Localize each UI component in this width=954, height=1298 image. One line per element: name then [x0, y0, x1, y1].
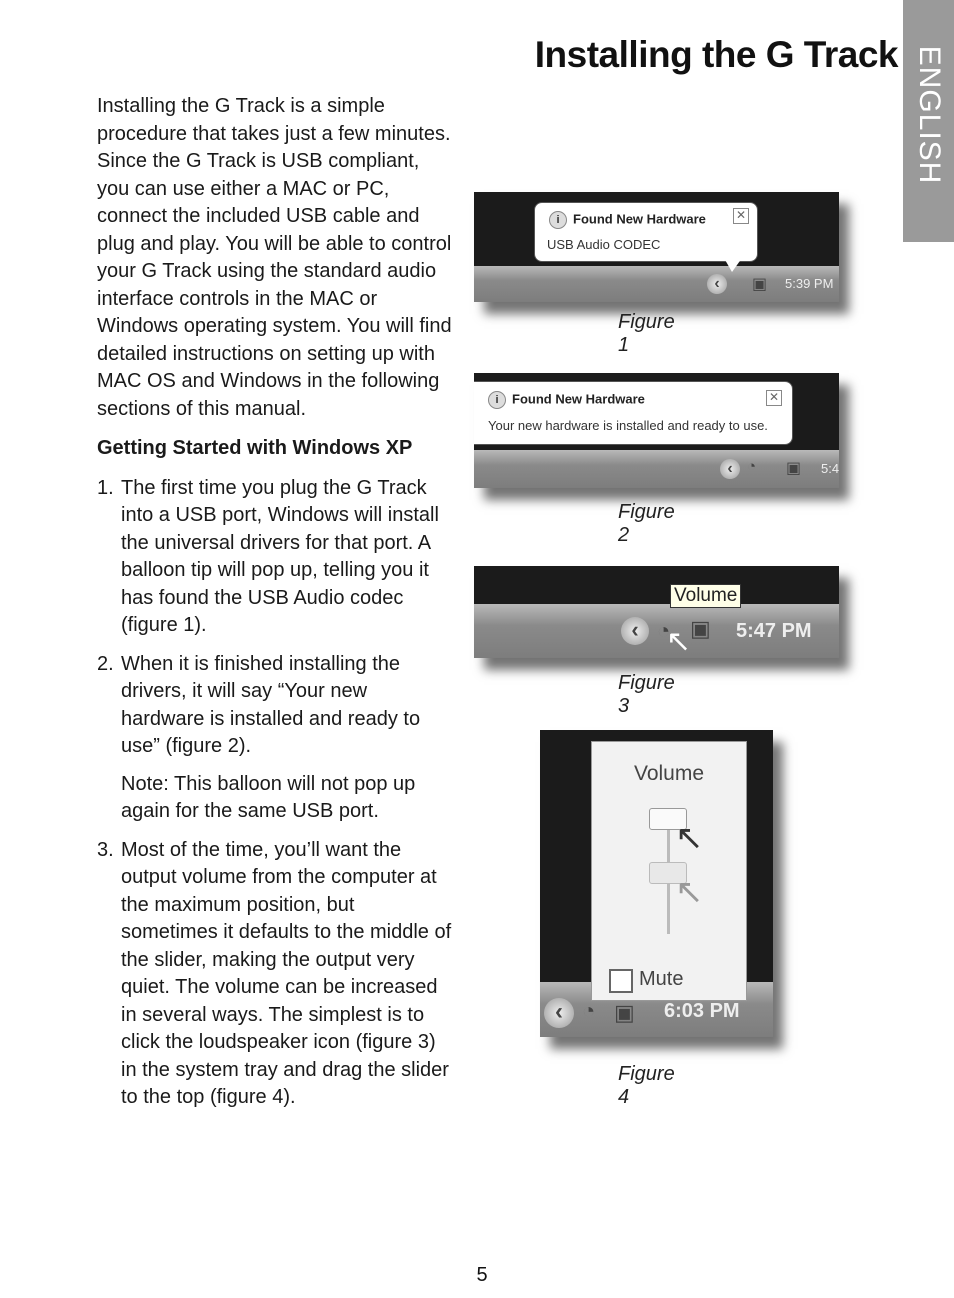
clock[interactable]: 5:47 PM	[736, 620, 812, 642]
close-icon[interactable]: ✕	[766, 390, 782, 406]
page-title: Installing the G Track	[534, 34, 898, 75]
clock[interactable]: 6:03 PM	[664, 1000, 740, 1022]
cursor-icon: ↖	[675, 819, 704, 857]
balloon-text: USB Audio CODEC	[547, 237, 661, 252]
balloon-text: Your new hardware is installed and ready to use.	[488, 418, 768, 433]
info-icon: i	[549, 211, 567, 229]
figure-3-screenshot	[474, 566, 839, 658]
clock[interactable]: 5:4	[821, 461, 839, 476]
network-icon[interactable]: ▣	[690, 616, 711, 641]
language-tab	[903, 0, 954, 242]
figure-1-screenshot	[474, 192, 839, 302]
list-item	[97, 837, 455, 1112]
steps-list	[97, 475, 455, 1112]
step-text: Most of the time, you’ll want the output volume from the computer at the maximum position, but sometimes it defaults to the middle of the slider, making the output very quiet. The volume can be increased in several ways. The simplest is to click the loudspeaker icon (figure 3) in the system tray and drag the slider to the top (figure 4).	[121, 838, 452, 1108]
mute-checkbox[interactable]	[609, 969, 633, 993]
speaker-icon[interactable]: ◔	[747, 458, 757, 475]
figure-4-caption: Figure 4	[618, 1063, 675, 1108]
speaker-icon[interactable]: ◔	[582, 998, 596, 1023]
close-icon[interactable]: ✕	[733, 208, 749, 224]
taskbar	[474, 450, 839, 488]
language-tab-label: ENGLISH	[912, 45, 946, 185]
network-icon[interactable]: ▣	[614, 1000, 635, 1025]
volume-panel-title: Volume	[633, 762, 705, 785]
step-note: Note: This balloon will not pop up again for the same USB port.	[121, 772, 416, 822]
figure-1-caption: Figure 1	[618, 311, 675, 356]
figure-2-screenshot	[474, 373, 839, 488]
info-icon: i	[488, 391, 506, 409]
chevron-left-icon[interactable]: ‹	[544, 998, 574, 1028]
cursor-icon: ↖	[666, 625, 692, 658]
list-item	[97, 651, 455, 826]
section-heading: Getting Started with Windows XP	[97, 437, 413, 459]
chevron-left-icon[interactable]: ‹	[720, 459, 740, 479]
step-number: 3.	[97, 838, 114, 861]
step-text: The first time you plug the G Track into a USB port, Windows will install the universal drivers for that port. A balloon tip will pop up, telling you it has found the USB Audio codec (figure 1).	[121, 476, 439, 636]
speaker-icon[interactable]: ◔	[657, 618, 671, 643]
network-icon[interactable]: ▣	[752, 276, 768, 293]
balloon-title: Found New Hardware	[512, 391, 645, 407]
volume-panel	[591, 741, 747, 1001]
chevron-left-icon[interactable]: ‹	[621, 617, 649, 645]
chevron-left-icon[interactable]: ‹	[707, 274, 727, 294]
body-text-column	[97, 93, 455, 1123]
list-item	[97, 475, 455, 640]
step-text: When it is finished installing the drivers, it will say “Your new hardware is installed and ready to use” (figure 2).	[121, 652, 421, 757]
cursor-icon: ↖	[675, 873, 704, 911]
mute-label: Mute	[639, 968, 684, 990]
page-number: 5	[476, 1264, 488, 1286]
step-number: 2.	[97, 652, 114, 675]
figure-3-caption: Figure 3	[618, 672, 675, 717]
balloon-tip	[474, 381, 793, 445]
volume-tooltip: Volume	[670, 584, 741, 608]
balloon-tip	[534, 202, 758, 262]
clock[interactable]: 5:39 PM	[785, 276, 834, 291]
step-number: 1.	[97, 476, 114, 499]
figure-4-screenshot	[540, 730, 773, 1037]
figure-2-caption: Figure 2	[618, 501, 675, 546]
intro-paragraph: Installing the G Track is a simple procedure that takes just a few minutes. Since the G Track is USB compliant, you can use either a MAC or PC, connect the included USB cable and plug and play. You will be able to control your G Track using the standard audio interface controls in the MAC or Windows operating system. You will find detailed instructions on setting up with MAC OS and Windows in the following sections of this manual.	[97, 95, 452, 420]
network-icon[interactable]: ▣	[786, 460, 802, 477]
balloon-title: Found New Hardware	[573, 211, 706, 227]
